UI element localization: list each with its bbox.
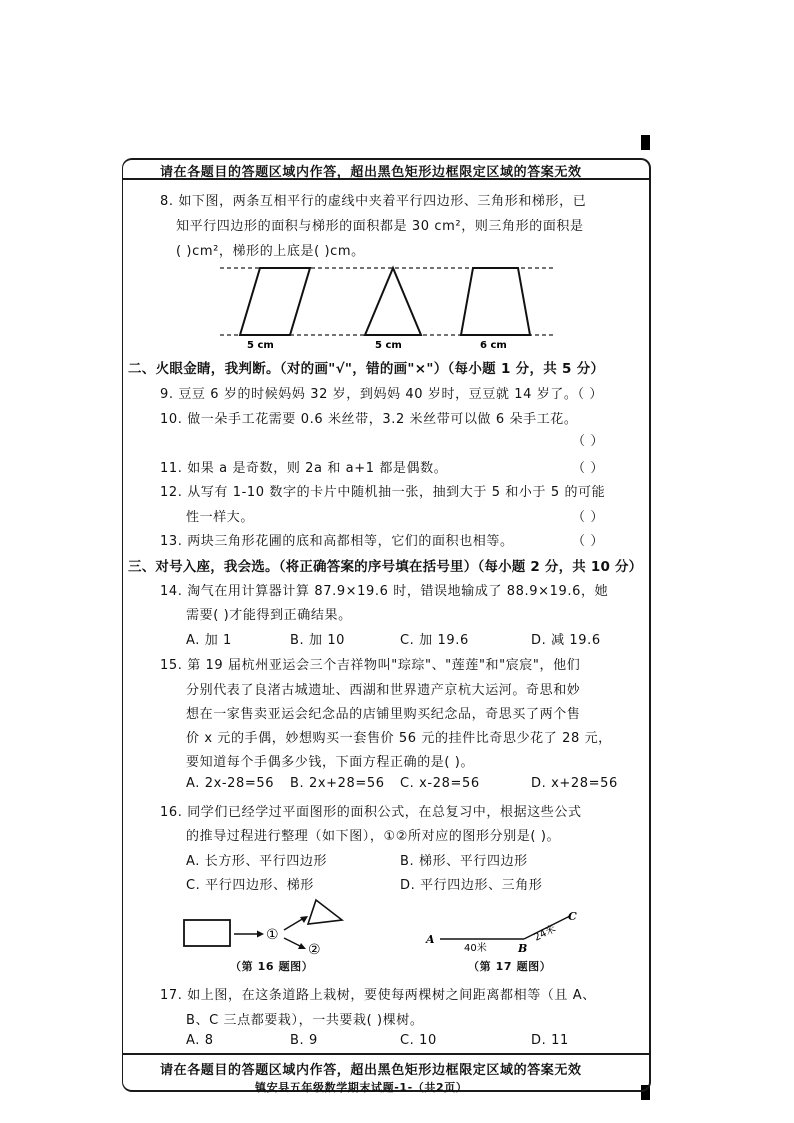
q15-option-d[interactable]: D. x+28=56 xyxy=(531,776,618,791)
q8-line1: 8. 如下图，两条互相平行的虚线中夹着平行四边形、三角形和梯形，已 xyxy=(160,194,587,209)
trapezoid-base-label: 6 cm xyxy=(480,340,507,351)
q17-option-c[interactable]: C. 10 xyxy=(400,1033,437,1048)
q11-answer-paren[interactable]: （ ） xyxy=(572,461,604,476)
q13-text: 13. 两块三角形花圃的底和高都相等，它们的面积也相等。 xyxy=(160,534,514,549)
q16-figure xyxy=(178,896,348,956)
q12-line2: 性一样大。 xyxy=(186,510,255,525)
section3-heading: 三、对号入座，我会选。（将正确答案的序号填在括号里）（每小题 2 分，共 10 分） xyxy=(128,559,643,575)
q15-line3: 想在一家售卖亚运会纪念品的店铺里购买纪念品，奇思买了两个售 xyxy=(186,707,581,722)
circled-one-label: ① xyxy=(266,927,279,943)
triangle-shape xyxy=(365,268,421,335)
q10-answer-paren[interactable]: （ ） xyxy=(572,434,604,449)
trapezoid-shape xyxy=(461,268,530,335)
point-a-label: A xyxy=(426,933,435,946)
arrow-to-triangle xyxy=(284,918,304,930)
arrow-head-1 xyxy=(257,931,264,938)
triangle-base-label: 5 cm xyxy=(375,340,402,351)
header-notice: 请在各题目的答题区域内作答，超出黑色矩形边框限定区域的答案无效 xyxy=(160,165,582,180)
q16-figure-caption: （第 16 题图） xyxy=(230,960,314,973)
q14-line1: 14. 淘气在用计算器计算 87.9×19.6 时，错误地输成了 88.9×19.6，她 xyxy=(160,584,609,599)
point-b-label: B xyxy=(518,942,528,955)
registration-mark-top xyxy=(641,135,650,150)
segment-ab-length: 40米 xyxy=(464,943,487,954)
q16-option-a[interactable]: A. 长方形、平行四边形 xyxy=(186,854,328,869)
q16-option-d[interactable]: D. 平行四边形、三角形 xyxy=(400,878,543,893)
q15-line2: 分别代表了良渚古城遗址、西湖和世界遗产京杭大运河。奇思和妙 xyxy=(186,683,581,698)
q15-line5: 要知道每个手偶多少钱，下面方程正确的是( )。 xyxy=(186,755,475,770)
q9-text: 9. 豆豆 6 岁的时候妈妈 32 岁，到妈妈 40 岁时，豆豆就 14 岁了。（ ） xyxy=(160,387,603,402)
footer-notice: 请在各题目的答题区域内作答，超出黑色矩形边框限定区域的答案无效 xyxy=(160,1063,582,1078)
point-c-label: C xyxy=(568,910,577,923)
rectangle-shape xyxy=(184,920,230,946)
q15-line1: 15. 第 19 届杭州亚运会三个吉祥物叫"琮琮"、"莲莲"和"宸宸"，他们 xyxy=(160,658,581,673)
q16-option-b[interactable]: B. 梯形、平行四边形 xyxy=(400,854,528,869)
q8-figure xyxy=(215,262,560,352)
q15-line4: 价 x 元的手偶，妙想购买一套售价 56 元的挂件比奇思少花了 28 元， xyxy=(186,731,612,746)
q17-figure-caption: （第 17 题图） xyxy=(468,960,552,973)
q17-line2: B、C 三点都要栽），一共要栽( )棵树。 xyxy=(186,1013,424,1028)
parallelogram-shape xyxy=(240,268,310,335)
q16-option-c[interactable]: C. 平行四边形、梯形 xyxy=(186,878,314,893)
q15-option-a[interactable]: A. 2x-28=56 xyxy=(186,776,275,791)
q17-option-d[interactable]: D. 11 xyxy=(531,1033,569,1048)
q15-option-b[interactable]: B. 2x+28=56 xyxy=(290,776,385,791)
q14-option-a[interactable]: A. 加 1 xyxy=(186,633,232,648)
q14-line2: 需要( )才能得到正确结果。 xyxy=(186,608,352,623)
q17-option-b[interactable]: B. 9 xyxy=(290,1033,318,1048)
q16-line1: 16. 同学们已经学过平面图形的面积公式，在总复习中，根据这些公式 xyxy=(160,805,582,820)
q12-line1: 12. 从写有 1-10 数字的卡片中随机抽一张，抽到大于 5 和小于 5 的可能 xyxy=(160,485,606,500)
q11-text: 11. 如果 a 是奇数，则 2a 和 a+1 都是偶数。 xyxy=(160,461,448,476)
small-triangle-shape xyxy=(308,900,342,924)
q14-option-c[interactable]: C. 加 19.6 xyxy=(400,633,469,648)
section2-heading: 二、火眼金睛，我判断。（对的画"√"，错的画"×"）（每小题 1 分，共 5 分） xyxy=(128,361,605,377)
q8-line3: ( )cm²，梯形的上底是( )cm。 xyxy=(176,244,365,259)
circled-two-label: ② xyxy=(308,942,321,956)
q15-option-c[interactable]: C. x-28=56 xyxy=(400,776,480,791)
parallelogram-base-label: 5 cm xyxy=(247,340,274,351)
q14-option-d[interactable]: D. 减 19.6 xyxy=(531,633,601,648)
q13-answer-paren[interactable]: （ ） xyxy=(572,534,604,549)
segment-bc-length: 24米 xyxy=(532,923,558,944)
arrow-to-2 xyxy=(284,938,302,947)
page-footer: 镇安县五年级数学期末试题-1-（共2页） xyxy=(255,1081,468,1094)
q8-line2: 知平行四边形的面积与梯形的面积都是 30 cm²，则三角形的面积是 xyxy=(176,219,584,234)
q14-option-b[interactable]: B. 加 10 xyxy=(290,633,346,648)
q12-answer-paren[interactable]: （ ） xyxy=(572,510,604,525)
footer-divider xyxy=(122,1053,650,1055)
q17-figure xyxy=(422,906,592,956)
q17-line1: 17. 如上图，在这条道路上栽树，要使每两棵树之间距离都相等（且 A、 xyxy=(160,988,596,1003)
q10-line1: 10. 做一朵手工花需要 0.6 米丝带，3.2 米丝带可以做 6 朵手工花。 xyxy=(160,412,578,427)
q16-line2: 的推导过程进行整理（如下图），①②所对应的图形分别是( )。 xyxy=(186,829,561,844)
q17-option-a[interactable]: A. 8 xyxy=(186,1033,214,1048)
